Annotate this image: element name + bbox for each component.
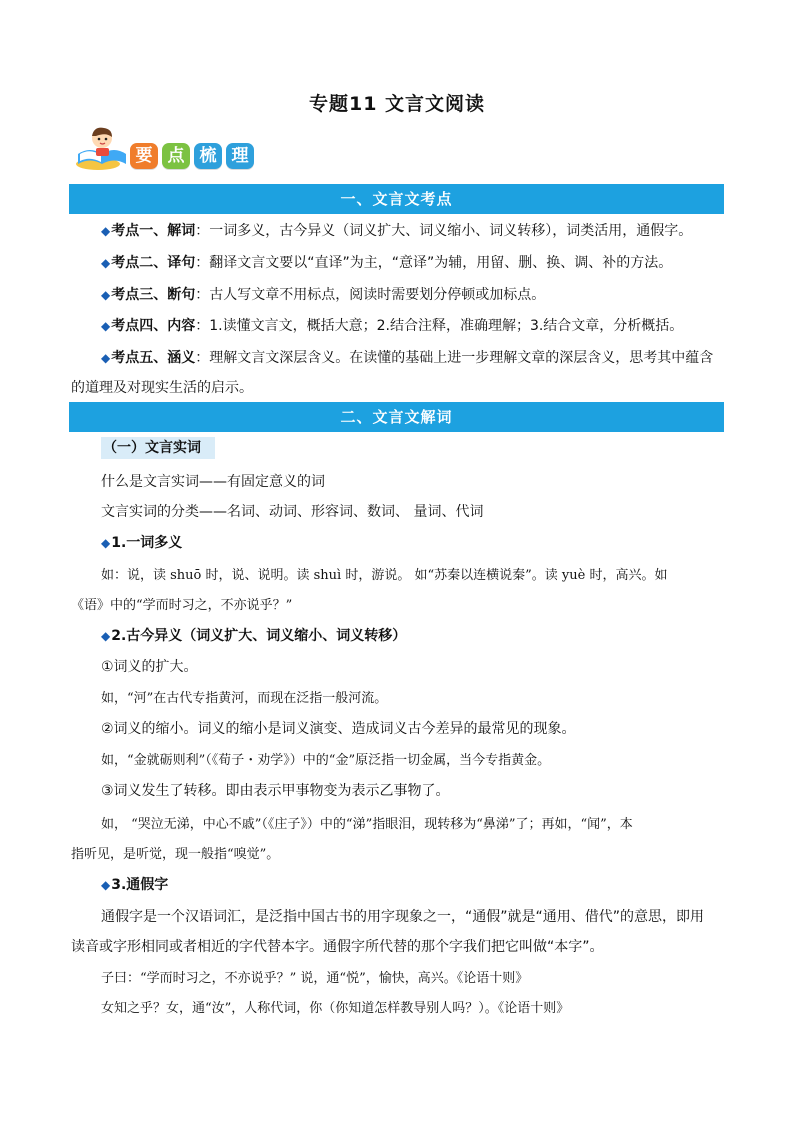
diamond-bullet-icon: ◆ (101, 224, 111, 238)
heading-tongjiazi: ◆3.通假字 (101, 877, 169, 893)
student-reading-icon (76, 124, 132, 172)
exam-point-4: ◆考点四、内容：1.读懂文言文，概括大意；2.结合注释，准确理解；3.结合文章，分析概括。 (101, 318, 684, 334)
heading-ancient-modern: ◆2.古今异义（词义扩大、词义缩小、词义转移） (101, 628, 407, 644)
exam-point-5: ◆考点五、涵义：理解文言文深层含义。在读懂的基础上进一步理解文章的深层含义，思考其中蕴含 (101, 350, 714, 366)
meaning-narrowing-example: 如，“金就砺则利”（《荀子・劝学》）中的“金”原泛指一切金属，当今专指黄金。 (101, 753, 551, 768)
diamond-bullet-icon: ◆ (101, 878, 111, 892)
diamond-bullet-icon: ◆ (101, 536, 111, 550)
meaning-shift: ③词义发生了转移。即由表示甲事物变为表示乙事物了。 (101, 783, 450, 799)
exam-point-3: ◆考点三、断句：古人写文章不用标点，阅读时需要划分停顿或加标点。 (101, 287, 546, 303)
exam-point-5-cont: 的道理及对现实生活的启示。 (71, 380, 253, 396)
page-title: 专题11 文言文阅读 (308, 93, 486, 115)
meaning-shift-example-1: 如， “哭泣无涕，中心不戚”（《庄子》）中的“涕”指眼泪，现转移为“鼻涕”了；再如，“闻”，本 (101, 817, 633, 832)
tongjiazi-example-2: 女知之乎？女，通“汝”，人称代词，你（你知道怎样教导别人吗？）。《论语十则》 (101, 1001, 570, 1016)
subsection-content-words: （一）文言实词 (101, 437, 215, 459)
tongjiazi-para-1: 通假字是一个汉语词汇，是泛指中国古书的用字现象之一，“通假”就是“通用、借代”的意思，即用 (101, 909, 705, 925)
content-word-definition: 什么是文言实词——有固定意义的词 (101, 474, 325, 490)
diamond-bullet-icon: ◆ (101, 319, 111, 333)
key-points-banner (76, 124, 266, 172)
diamond-bullet-icon: ◆ (101, 351, 111, 365)
tongjiazi-example-1: 子曰：“学而时习之，不亦说乎？” 说，通“悦”，愉快，高兴。《论语十则》 (101, 971, 529, 986)
tile-li: 理 (226, 143, 254, 169)
heading-polysemy: ◆1.一词多义 (101, 535, 183, 551)
meaning-expansion: ①词义的扩大。 (101, 659, 198, 675)
tile-shu: 梳 (194, 143, 222, 169)
polysemy-example-1: 如：说，读 shuō 时，说、说明。读 shuì 时，游说。 如“苏秦以连横说秦”。读 yuè 时，高兴。如 (101, 568, 668, 583)
tile-dian: 点 (162, 143, 190, 169)
meaning-shift-example-2: 指听见，是听觉，现一般指“嗅觉”。 (71, 847, 280, 862)
diamond-bullet-icon: ◆ (101, 256, 111, 270)
diamond-bullet-icon: ◆ (101, 629, 111, 643)
content-word-classes: 文言实词的分类——名词、动词、形容词、数词、 量词、代词 (101, 504, 484, 520)
section-header-exam-points: 一、文言文考点 (69, 184, 724, 214)
tile-yao: 要 (130, 143, 158, 169)
section-header-word-explanation: 二、文言文解词 (69, 402, 724, 432)
exam-point-1: ◆考点一、解词：一词多义，古今异义（词义扩大、词义缩小、词义转移），词类活用，通假字。 (101, 223, 693, 239)
diamond-bullet-icon: ◆ (101, 288, 111, 302)
tongjiazi-para-2: 读音或字形相同或者相近的字代替本字。通假字所代替的那个字我们把它叫做“本字”。 (71, 939, 604, 955)
exam-point-2: ◆考点二、译句：翻译文言文要以“直译”为主，“意译”为辅，用留、删、换、调、补的方法。 (101, 255, 673, 271)
meaning-expansion-example: 如，“河”在古代专指黄河，而现在泛指一般河流。 (101, 691, 388, 706)
polysemy-example-2: 《语》中的“学而时习之，不亦说乎？” (71, 598, 293, 613)
meaning-narrowing: ②词义的缩小。词义的缩小是词义演变、造成词义古今差异的最常见的现象。 (101, 721, 576, 737)
